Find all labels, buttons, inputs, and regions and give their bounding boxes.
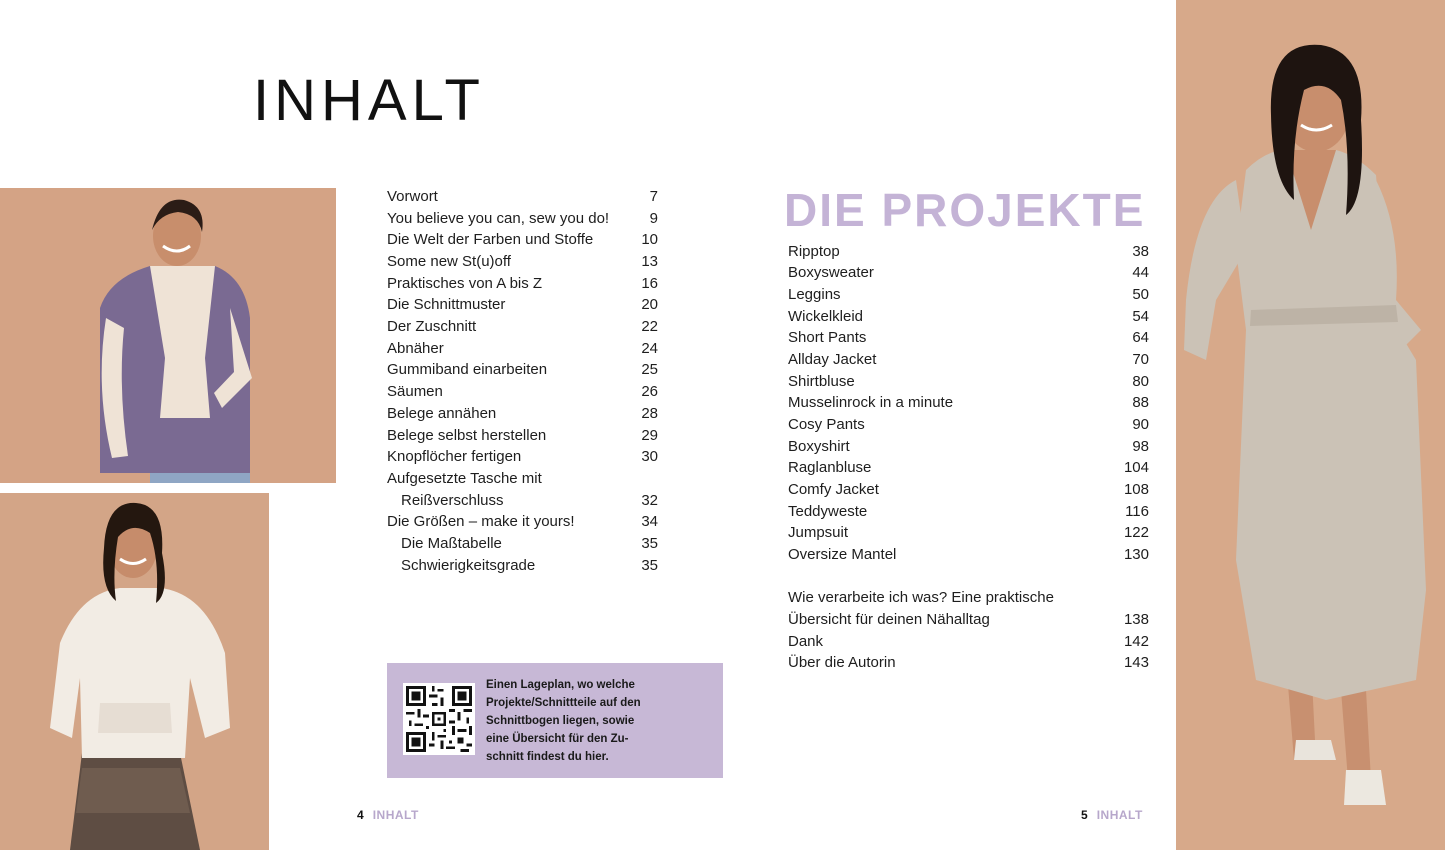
toc-entry[interactable] (788, 436, 1149, 458)
toc-label: Wickelkleid (788, 308, 864, 325)
toc-entry[interactable] (387, 511, 658, 533)
toc-page: 22 (641, 318, 658, 335)
toc-label: Allday Jacket (788, 351, 877, 368)
toc-page: 88 (1132, 394, 1149, 411)
qr-info-line: eine Übersicht für den Zu- (486, 733, 629, 745)
toc-label: Teddyweste (788, 503, 868, 520)
toc-page: 70 (1132, 351, 1149, 368)
toc-label: Boxyshirt (788, 438, 850, 455)
toc-page: 32 (641, 492, 658, 509)
toc-label: Vorwort (387, 188, 438, 205)
toc-entry[interactable] (387, 490, 658, 512)
toc-entry[interactable] (387, 208, 658, 230)
toc-page: 24 (641, 340, 658, 357)
toc-page: 25 (641, 361, 658, 378)
toc-page: 130 (1123, 546, 1149, 563)
qr-info-line: schnitt findest du hier. (486, 751, 609, 763)
toc-entry[interactable] (788, 371, 1149, 393)
toc-label: Cosy Pants (788, 416, 865, 433)
toc-page: 104 (1123, 459, 1149, 476)
toc-label: Säumen (387, 383, 443, 400)
toc-page: 98 (1132, 438, 1149, 455)
toc-entry[interactable] (387, 229, 658, 251)
toc-page: 90 (1132, 416, 1149, 433)
toc-label: Dank (788, 633, 824, 650)
toc-label: Short Pants (788, 329, 867, 346)
toc-entry[interactable] (387, 425, 658, 447)
qr-code-icon[interactable] (403, 683, 475, 755)
toc-label: Die Maßtabelle (401, 535, 502, 552)
toc-entry[interactable] (788, 631, 1149, 653)
toc-entry[interactable] (387, 555, 658, 577)
toc-page: 54 (1132, 308, 1149, 325)
qr-info-text (486, 676, 711, 766)
toc-label: Oversize Mantel (788, 546, 897, 563)
toc-page: 116 (1125, 503, 1149, 520)
toc-label: Wie verarbeite ich was? Eine praktische (788, 589, 1054, 606)
toc-page: 34 (641, 513, 658, 530)
toc-label: Die Größen – make it yours! (387, 513, 575, 530)
toc-page: 142 (1123, 633, 1149, 650)
qr-info-line: Schnittbogen liegen, sowie (486, 715, 635, 727)
toc-entry[interactable] (387, 403, 658, 425)
toc-entry[interactable] (788, 414, 1149, 436)
toc-label: Jumpsuit (788, 524, 849, 541)
toc-entry[interactable] (387, 533, 658, 555)
footer-left (357, 806, 419, 824)
toc-entry[interactable] (387, 446, 658, 468)
toc-page: 7 (649, 188, 658, 205)
toc-page: 143 (1123, 654, 1149, 671)
qr-info-line: Einen Lageplan, wo welche (486, 679, 635, 691)
toc-entry[interactable] (788, 479, 1149, 501)
toc-label: Aufgesetzte Tasche mit (387, 470, 542, 487)
page-number: 4 (357, 808, 364, 822)
toc-label: Raglanbluse (788, 459, 872, 476)
toc-entry[interactable] (387, 316, 658, 338)
toc-page: 9 (649, 210, 658, 227)
toc-entry[interactable] (788, 652, 1149, 674)
photo-woman-wrap-dress (1176, 0, 1445, 850)
toc-entry[interactable] (788, 284, 1149, 306)
toc-label: Der Zuschnitt (387, 318, 477, 335)
toc-page: 35 (641, 535, 658, 552)
toc-page: 50 (1132, 286, 1149, 303)
toc-label: Die Schnittmuster (387, 296, 506, 313)
toc-label: Comfy Jacket (788, 481, 879, 498)
toc-entry[interactable] (788, 501, 1149, 523)
toc-page: 44 (1132, 264, 1149, 281)
toc-label: Die Welt der Farben und Stoffe (387, 231, 594, 248)
toc-page: 122 (1123, 524, 1149, 541)
toc-label: Leggins (788, 286, 841, 303)
toc-entry[interactable] (387, 251, 658, 273)
toc-page: 10 (641, 231, 658, 248)
photo-woman-vest (0, 188, 336, 483)
toc-page: 64 (1132, 329, 1149, 346)
toc-entry[interactable] (387, 381, 658, 403)
toc-entry[interactable] (788, 587, 1149, 609)
qr-info-line: Projekte/Schnittteile auf den (486, 697, 641, 709)
section-title-projects: DIE PROJEKTE (784, 184, 1146, 236)
toc-label: Über die Autorin (788, 654, 896, 671)
toc-page: 28 (641, 405, 658, 422)
toc-label: Musselinrock in a minute (788, 394, 954, 411)
photo-woman-hoodie (0, 493, 269, 850)
toc-entry[interactable] (788, 609, 1149, 631)
toc-label: Abnäher (387, 340, 444, 357)
toc-label: Übersicht für deinen Nähalltag (788, 611, 990, 628)
running-head: INHALT (372, 808, 419, 822)
toc-label: You believe you can, sew you do! (387, 210, 610, 227)
toc-entry[interactable] (788, 241, 1149, 263)
toc-label: Shirtbluse (788, 373, 855, 390)
toc-entry[interactable] (387, 294, 658, 316)
toc-page: 30 (641, 448, 658, 465)
toc-page: 13 (641, 253, 658, 270)
toc-label: Reißverschluss (401, 492, 504, 509)
toc-page: 20 (641, 296, 658, 313)
toc-label: Knopflöcher fertigen (387, 448, 522, 465)
toc-page: 35 (641, 557, 658, 574)
toc-entry[interactable] (788, 457, 1149, 479)
toc-entry[interactable] (788, 522, 1149, 544)
toc-page: 138 (1123, 611, 1149, 628)
toc-entry[interactable] (387, 468, 658, 490)
toc-label: Belege annähen (387, 405, 497, 422)
toc-page: 80 (1132, 373, 1149, 390)
page-number: 5 (1081, 808, 1088, 822)
toc-label: Praktisches von A bis Z (387, 275, 543, 292)
toc-page: 108 (1123, 481, 1149, 498)
toc-entry[interactable] (788, 349, 1149, 371)
footer-right (1081, 806, 1143, 824)
qr-info-box (387, 663, 723, 778)
running-head: INHALT (1096, 808, 1143, 822)
toc-entry[interactable] (788, 544, 1149, 566)
toc-label: Some new St(u)off (387, 253, 511, 270)
toc-page: 16 (641, 275, 658, 292)
toc-entry[interactable] (387, 186, 658, 208)
toc-label: Gummiband einarbeiten (387, 361, 548, 378)
toc-page: 26 (641, 383, 658, 400)
toc-entry[interactable] (387, 359, 658, 381)
toc-entry[interactable] (387, 338, 658, 360)
toc-page: 38 (1132, 243, 1149, 260)
toc-entry[interactable] (788, 262, 1149, 284)
toc-label: Boxysweater (788, 264, 874, 281)
toc-entry[interactable] (788, 306, 1149, 328)
toc-entry[interactable] (788, 327, 1149, 349)
toc-page: 29 (641, 427, 658, 444)
page-title: INHALT (253, 68, 485, 133)
toc-entry[interactable] (788, 392, 1149, 414)
toc-label: Schwierigkeitsgrade (401, 557, 536, 574)
toc-entry[interactable] (387, 273, 658, 295)
toc-label: Belege selbst herstellen (387, 427, 547, 444)
toc-label: Ripptop (788, 243, 840, 260)
